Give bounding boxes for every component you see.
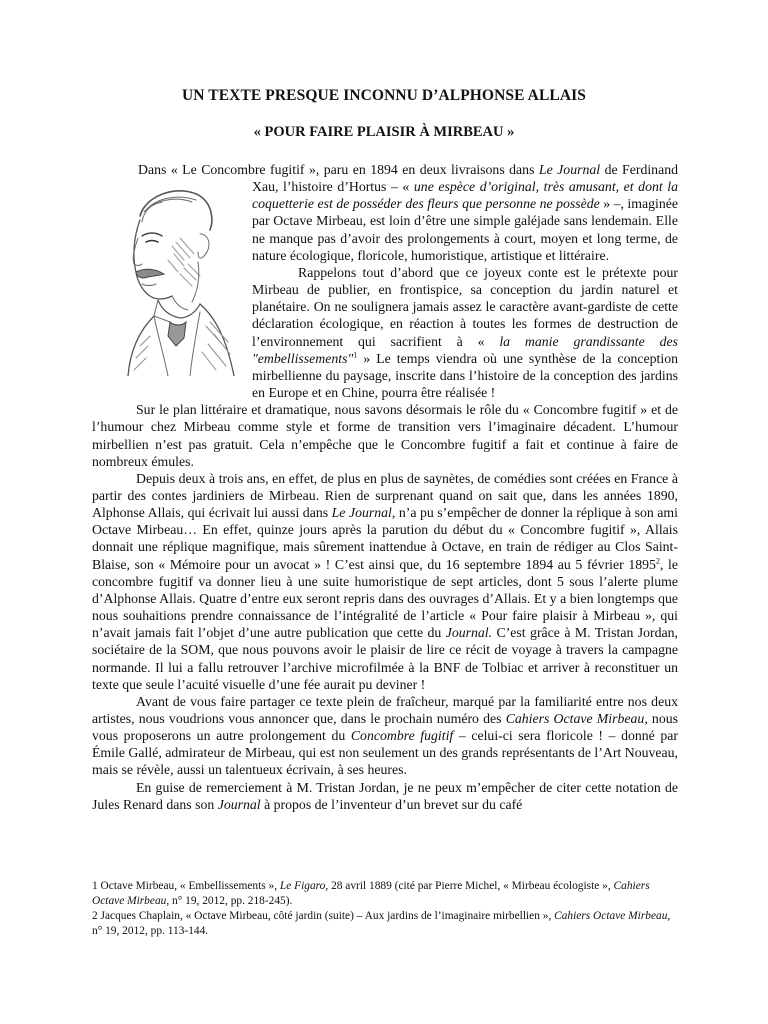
- text: , nous vous proposerons un autre prolongement du: [92, 711, 678, 744]
- page-title: UN TEXTE PRESQUE INCONNU D’ALPHONSE ALLAIS: [182, 87, 586, 104]
- footnote-ref: 2: [655, 556, 660, 565]
- text-italic: Le Figaro: [279, 880, 326, 892]
- text: , n° 19, 2012, pp. 218-245).: [166, 895, 293, 907]
- footnote-1: [92, 879, 678, 909]
- text: , le concombre fugitif va donner lieu à une suite humoristique de sept articles, dont 5 sous l’alerte plume d’Alphonse Allais. Quatre d’entre eux seront repris dans des ouvrages d’Allais. Et y a bien longtemps que nous souhaitions prendre connaissance de l’intégralité de l’article « Pour faire plaisir à Mirbeau », qui n’avait jamais fait l’objet d’une autre publication que cette du: [92, 556, 678, 641]
- text: 2 Jacques Chaplain, « Octave Mirbeau, côté jardin (suite) – Aux jardins de l’imaginaire mirbellien »,: [92, 910, 555, 922]
- text: C’est grâce à M. Tristan Jordan, sociétaire de la SOM, que nous pouvons avoir le plaisir de lire ce récit de voyage à travers la campagne normande. Il lui a fallu retrouver l’archive microfilmée à la BNF de Tolbiac et arriver à reconstituer un texte que seule l’acuité visuelle d’une fée aurait pu deviner !: [92, 625, 679, 692]
- text: En guise de remerciement à M. Tristan Jordan, je ne peux m’empêcher de citer cette notation de Jules Renard dans son: [92, 779, 678, 812]
- text-italic: la manie grandissante des "embellissements": [252, 333, 678, 366]
- text: » –, imaginée par Octave Mirbeau, est loin d’être une simple galéjade sans lendemain. Elle ne manque pas d’avoir des prolongements à court, moyen et long terme, de nature écologique, floricole, humoristique, artistique et littéraire.: [252, 196, 678, 263]
- text: Depuis deux à trois ans, en effet, de plus en plus de saynètes, de comédies sont créées en France à partir des contes jardiniers de Mirbeau. Rien de surprenant quand on sait que, dans les années 1890, Alphonse Allais, qui écrivait lui aussi dans: [92, 470, 678, 521]
- text-italic: Cahiers Octave Mirbeau: [92, 880, 650, 907]
- text: Dans « Le Concombre fugitif », paru en 1894 en deux livraisons dans: [138, 162, 539, 177]
- text: de Ferdinand Xau, l’histoire d’Hortus – «: [252, 162, 678, 195]
- text-italic: Journal: [217, 796, 261, 812]
- paragraph-5: [92, 693, 678, 779]
- text: , n’a pu s’empêcher de donner la réplique à son ami Octave Mirbeau… En effet, quinze jours après la parution du début du « Concombre fugitif », Allais donnait une réplique magnifique, mais sûrement inattendue à Octave, en train de rédiger au Clos Saint-Blaise, son « Mémoire pour un avocat » ! C’est ainsi que, du 16 septembre 1894 au 5 février 1895: [92, 505, 678, 572]
- text: 1 Octave Mirbeau, « Embellissements »,: [92, 880, 280, 892]
- text: – celui-ci sera floricole ! – donné par Émile Gallé, admirateur de Mirbeau, qui est non seulement un des grands représentants de l’Art Nouveau, mais se révèle, aussi un talentueux écrivain, à ses heures.: [92, 728, 679, 778]
- text: Avant de vous faire partager ce texte plein de fraîcheur, marqué par la familiarité entre nos deux artistes, nous voudrions vous annoncer que, dans le prochain numéro des: [92, 693, 678, 726]
- paragraph-1: [92, 161, 678, 264]
- paragraph-3: Sur le plan littéraire et dramatique, nous savons désormais le rôle du « Concombre fugitif » et de l’humour chez Mirbeau comme style et forme de transition vers l’imaginaire décadent. L’humour mirbellien n’est pas gratuit. Cela n’empêche que le Concombre fugitif a fait et continue à faire de nombreux émules.: [92, 402, 678, 469]
- text-italic: Concombre fugitif: [350, 728, 454, 744]
- text-italic: Cahiers Octave Mirbeau: [554, 910, 668, 922]
- text-italic: Cahiers Octave Mirbeau: [505, 711, 645, 726]
- text-italic: Journal.: [445, 625, 493, 641]
- text: , n° 19, 2012, pp. 113-144.: [92, 910, 671, 937]
- text: , 28 avril 1889 (cité par Pierre Michel, « Mirbeau écologiste »,: [325, 880, 614, 892]
- footnotes: [92, 879, 678, 939]
- text: » Le temps viendra où une synthèse de la conception mirbellienne du paysage, inscrite dans l’histoire de la conception des jardins en Europe et en Chine, pourra être réalisée !: [252, 350, 678, 401]
- article-body: [92, 161, 678, 813]
- text: Rappelons tout d’abord que ce joyeux conte est le prétexte pour Mirbeau de publier, en frontispice, sa conception du jardin naturel et planétaire. On ne soulignera jamais assez le caractère avant-gardiste de cette déclaration écologique, en réaction à toutes les formes de destruction de l’environnement qui sacrifient à «: [252, 264, 678, 349]
- paragraph-4: [92, 470, 678, 693]
- paragraph-6: [92, 779, 678, 813]
- text-italic: Le Journal: [538, 162, 601, 177]
- text-italic: une espèce d’original, très amusant, et dont la coquetterie est de posséder des fleurs que personne ne possède: [252, 179, 679, 212]
- page-subtitle: « POUR FAIRE PLAISIR À MIRBEAU »: [253, 124, 515, 140]
- text-italic: Le Journal: [331, 505, 392, 521]
- footnote-ref: 1: [353, 350, 358, 360]
- text: à propos de l’inventeur d’un brevet sur du café: [260, 796, 523, 812]
- footnote-2: [92, 909, 678, 939]
